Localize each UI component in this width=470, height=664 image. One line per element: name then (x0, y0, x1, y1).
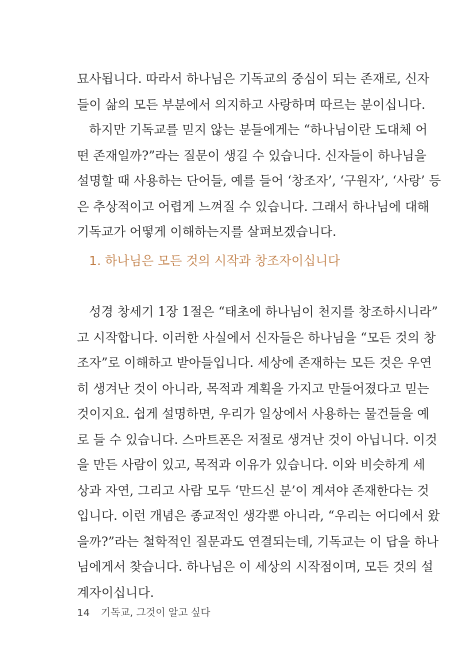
text-line: 조자”로 이해하고 받아들입니다. 세상에 존재하는 모든 것은 우연 (77, 355, 432, 370)
text-line: 을까?”라는 철학적인 질문과도 연결되는데, 기독교는 이 답을 하나 (77, 533, 439, 549)
text-line: 히 생겨난 것이 아니라, 목적과 계획을 가지고 만들어졌다고 믿는 (77, 380, 430, 396)
text-line: 설명할 때 사용하는 단어들, 예를 들어 ‘창조자’, ‘구원자’, ‘사랑’ 등 (77, 173, 442, 188)
text-line: 떤 존재일까?”라는 질문이 생길 수 있습니다. 신자들이 하나님을 (77, 147, 427, 163)
text-line: 입니다. 이런 개념은 종교적인 생각뿐 아니라, “우리는 어디에서 왔 (77, 508, 440, 523)
text-line: 하지만 기독교를 믿지 않는 분들에게는 “하나님이란 도대체 어 (89, 122, 428, 137)
section-heading: 1. 하나님은 모든 것의 시작과 창조자이십니다 (89, 253, 341, 268)
page-number: 14 (77, 608, 90, 619)
text-line: 계자이십니다. (77, 584, 154, 600)
text-line: 것이지요. 쉽게 설명하면, 우리가 일상에서 사용하는 물건들을 예 (77, 406, 430, 421)
text-line: 들이 삶의 모든 부분에서 의지하고 사랑하며 따르는 분이십니다. (77, 96, 426, 112)
text-line: 상과 자연, 그리고 사람 모두 ‘만드신 분’이 계셔야 존재한다는 것 (77, 482, 430, 498)
page-footer (77, 604, 210, 619)
text-line: 고 시작합니다. 이러한 사실에서 신자들은 하나님을 “모든 것의 창 (77, 329, 436, 345)
text-line: 묘사됩니다. 따라서 하나님은 기독교의 중심이 되는 존재로, 신자 (77, 71, 430, 86)
intro-paragraphs (77, 66, 442, 245)
text-line: 을 만든 사람이 있고, 목적과 이유가 있습니다. 이와 비슷하게 세 (77, 457, 426, 472)
text-line: 로 들 수 있습니다. 스마트폰은 저절로 생겨난 것이 아닙니다. 이것 (77, 431, 438, 447)
text-line: 은 추상적이고 어렵게 느껴질 수 있습니다. 그래서 하나님에 대해 (77, 198, 430, 214)
text-line: 기독교가 어떻게 이해하는지를 살펴보겠습니다. (77, 224, 337, 239)
text-line: 님에게서 찾습니다. 하나님은 이 세상의 시작점이며, 모든 것의 설 (77, 559, 434, 574)
body-paragraph (77, 299, 440, 605)
running-title: 기독교, 그것이 알고 싶다 (100, 608, 211, 619)
text-line: 성경 창세기 1장 1절은 “태초에 하나님이 천지를 창조하시니라” (89, 304, 438, 319)
